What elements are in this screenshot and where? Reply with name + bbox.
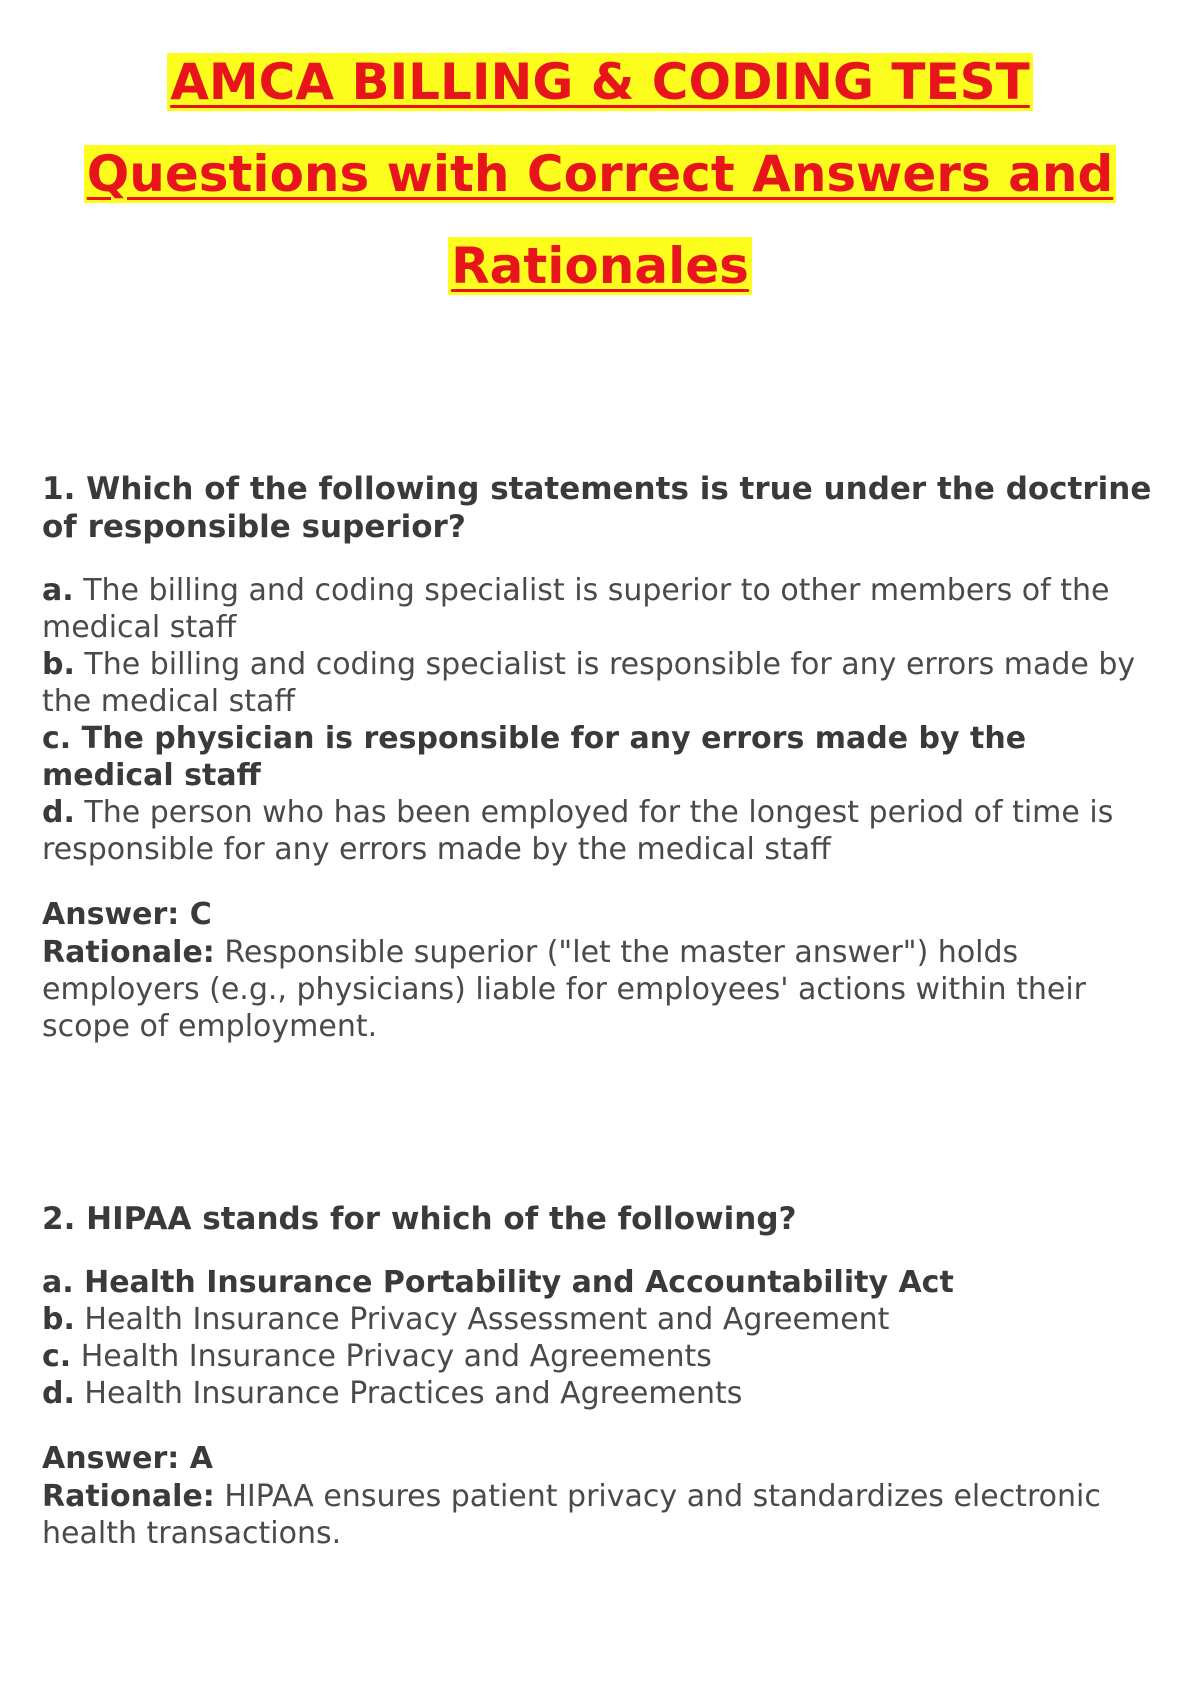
option-text: The physician is responsible for any errors made by the medical staff bbox=[42, 721, 1027, 793]
option-d bbox=[42, 1375, 1162, 1412]
rationale-label: Rationale: bbox=[42, 935, 215, 970]
rationale-text: HIPAA ensures patient privacy and standardizes electronic health transactions. bbox=[42, 1479, 1101, 1551]
option-d bbox=[42, 794, 1162, 868]
rationale bbox=[42, 934, 1162, 1045]
options-list bbox=[42, 1264, 1162, 1412]
rationale-text: Responsible superior ("let the master answer") holds employers (e.g., physicians) liable for employees' actions within their scope of employment. bbox=[42, 935, 1086, 1044]
option-b bbox=[42, 646, 1162, 720]
option-text: The billing and coding specialist is responsible for any errors made by the medical staff bbox=[42, 647, 1136, 719]
question-block-2 bbox=[42, 1200, 1162, 1552]
title-line-1: AMCA BILLING & CODING TEST bbox=[0, 36, 1200, 128]
question-text: 1. Which of the following statements is true under the doctrine of responsible superior? bbox=[42, 471, 1152, 545]
option-letter: a. bbox=[42, 573, 74, 608]
title-line-3: Rationales bbox=[0, 220, 1200, 312]
option-text: Health Insurance Privacy and Agreements bbox=[80, 1339, 712, 1374]
option-letter: d. bbox=[42, 795, 75, 830]
document-title bbox=[0, 36, 1200, 312]
option-a bbox=[42, 572, 1162, 646]
rationale bbox=[42, 1478, 1162, 1552]
option-text: The person who has been employed for the longest period of time is responsible for any errors made by the medical staff bbox=[42, 795, 1114, 867]
option-text: Health Insurance Practices and Agreements bbox=[84, 1376, 743, 1411]
rationale-label: Rationale: bbox=[42, 1479, 215, 1514]
option-c bbox=[42, 1338, 1162, 1375]
option-letter: c. bbox=[42, 1339, 72, 1374]
option-letter: a. bbox=[42, 1265, 74, 1300]
option-text: Health Insurance Portability and Accountability Act bbox=[84, 1265, 954, 1300]
option-a-correct bbox=[42, 1264, 1162, 1301]
question-block-1 bbox=[42, 470, 1162, 1045]
option-text: The billing and coding specialist is superior to other members of the medical staff bbox=[42, 573, 1110, 645]
option-letter: b. bbox=[42, 1302, 75, 1337]
option-b bbox=[42, 1301, 1162, 1338]
option-c-correct bbox=[42, 720, 1162, 794]
option-letter: d. bbox=[42, 1376, 75, 1411]
answer-label: Answer: C bbox=[42, 897, 212, 932]
title-line-2: Questions with Correct Answers and bbox=[0, 128, 1200, 220]
options-list bbox=[42, 572, 1162, 868]
option-text: Health Insurance Privacy Assessment and Agreement bbox=[84, 1302, 890, 1337]
answer-label: Answer: A bbox=[42, 1441, 213, 1476]
option-letter: c. bbox=[42, 721, 72, 756]
question-text: 2. HIPAA stands for which of the following? bbox=[42, 1201, 797, 1237]
option-letter: b. bbox=[42, 647, 75, 682]
